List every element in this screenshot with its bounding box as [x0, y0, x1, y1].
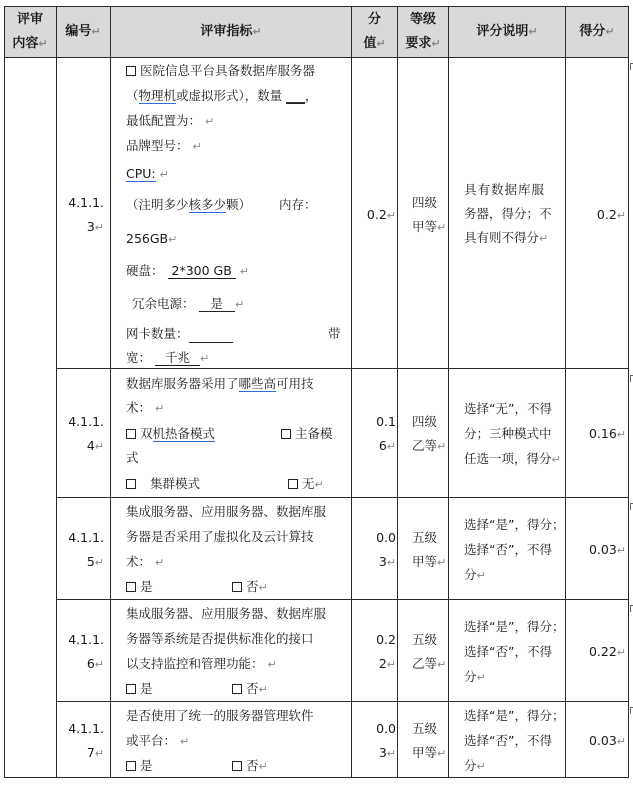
- row-id: 3↵: [86, 219, 104, 234]
- score-desc: 选择“否”，不得: [464, 733, 552, 748]
- row-id: 4.1.1.: [68, 414, 104, 429]
- header-desc: 评分说明↵: [476, 24, 538, 39]
- score-value: 0.2: [376, 632, 396, 647]
- grid-line: [56, 368, 629, 369]
- grid-line: [565, 6, 566, 778]
- row-id: 4.1.1.: [68, 530, 104, 545]
- checkbox-icon: [288, 479, 298, 489]
- indicator-line: 256GB↵: [126, 231, 178, 246]
- score-desc: 分↵: [464, 669, 486, 684]
- score-desc: 分；三种模式中: [464, 426, 552, 441]
- indicator-option: 是: [126, 758, 153, 774]
- score-desc: 分↵: [464, 758, 486, 773]
- indicator-option: 否↵: [232, 579, 268, 596]
- grid-line: [397, 6, 398, 778]
- row-id: 4↵: [86, 438, 104, 453]
- level-value: 五级: [412, 721, 438, 736]
- row-id: 6↵: [86, 656, 104, 671]
- checkbox-icon: [281, 429, 291, 439]
- score-value: 0.0: [376, 721, 396, 736]
- score-value: 0.1: [376, 414, 396, 429]
- score-value: 0.2↵: [366, 207, 396, 222]
- row-id: 7↵: [86, 745, 104, 760]
- indicator-option: 无↵: [288, 476, 324, 493]
- level-value: 乙等↵: [412, 656, 447, 671]
- indicator-line: 务器是否采用了虚拟化及云计算技: [126, 529, 314, 544]
- indicator-line: 冗余电源： 是 ↵: [132, 296, 245, 311]
- level-value: 甲等↵: [412, 745, 447, 760]
- indicator-option: 主备模: [281, 426, 333, 442]
- header-indicator: 评审指标↵: [200, 24, 262, 39]
- indicator-line: 或平台： ↵: [126, 733, 190, 748]
- score-desc: 选择“无”，不得: [464, 401, 552, 416]
- score-desc: 选择“否”，不得: [464, 542, 552, 557]
- score-value: 3↵: [378, 554, 396, 569]
- indicator-line: 网卡数量：: [126, 326, 233, 343]
- indicator-line: 集成服务器、应用服务器、数据库服: [126, 606, 327, 621]
- grid-line: [56, 497, 629, 498]
- row-id: 4.1.1.: [68, 195, 104, 210]
- header-score: 值↵: [363, 36, 386, 51]
- score-desc: 具有则不得分↵: [464, 230, 549, 245]
- got-value: 0.03↵: [588, 733, 626, 748]
- indicator-line: 集成服务器、应用服务器、数据库服: [126, 504, 327, 519]
- indicator-line: 医院信息平台具备数据库服务器: [126, 63, 315, 79]
- checkbox-icon: [126, 684, 136, 694]
- indicator-line: 宽： 千兆 ↵: [126, 350, 210, 365]
- checkbox-icon: [232, 582, 242, 592]
- checkbox-icon: [126, 582, 136, 592]
- checkbox-icon: [126, 66, 136, 76]
- row-id: 4.1.1.: [68, 632, 104, 647]
- score-desc: 务器，得分；不: [464, 206, 552, 221]
- level-value: 四级: [412, 195, 438, 210]
- indicator-line: 术： ↵: [126, 554, 165, 569]
- score-value: 6↵: [378, 438, 396, 453]
- grid-line: [56, 701, 629, 702]
- level-value: 五级: [412, 632, 438, 647]
- level-value: 乙等↵: [412, 438, 447, 453]
- grid-line: [4, 6, 629, 7]
- indicator-line: 术： ↵: [126, 400, 165, 415]
- header-level: 等级: [409, 12, 436, 27]
- indicator-option: 否↵: [232, 758, 268, 775]
- grid-line: [351, 6, 352, 778]
- score-desc: 选择“否”，不得: [464, 644, 552, 659]
- grid-line: [56, 6, 57, 778]
- checkbox-icon: [232, 761, 242, 771]
- indicator-line: 带: [328, 326, 341, 341]
- got-value: 0.03↵: [588, 542, 626, 557]
- level-value: 甲等↵: [412, 554, 447, 569]
- score-desc: 分↵: [464, 567, 486, 582]
- got-value: 0.16↵: [588, 426, 626, 441]
- indicator-option: 双机热备模式: [126, 426, 215, 442]
- row-id: 4.1.1.: [68, 721, 104, 736]
- got-value: 0.2↵: [596, 207, 626, 222]
- got-value: 0.22↵: [588, 644, 626, 659]
- score-desc: 任选一项，得分↵: [464, 451, 561, 466]
- row-id: 5↵: [86, 554, 104, 569]
- indicator-option: 是: [126, 681, 153, 697]
- grid-line: [56, 599, 629, 600]
- header-level: 要求↵: [405, 36, 441, 51]
- indicator-line: 务器等系统是否提供标准化的接口: [126, 631, 314, 646]
- indicator-option: 否↵: [232, 681, 268, 698]
- indicator-line: 硬盘： 2*300 GB ↵: [126, 263, 249, 278]
- grid-line: [4, 777, 629, 778]
- indicator-line: （注明多少核多少颗） 内存：: [126, 197, 317, 212]
- score-desc: 具有数据库服: [464, 182, 546, 197]
- level-value: 四级: [412, 414, 438, 429]
- grid-line: [628, 6, 629, 778]
- header-got: 得分↵: [579, 24, 615, 39]
- level-value: 甲等↵: [412, 219, 447, 234]
- level-value: 五级: [412, 530, 438, 545]
- header-score: 分: [367, 12, 381, 27]
- indicator-line: （物理机或虚拟形式），数量 ___，: [126, 88, 318, 103]
- score-value: 0.0: [376, 530, 396, 545]
- score-desc: 选择“是”，得分；: [464, 708, 565, 723]
- indicator-line: 数据库服务器采用了哪些高可用技: [126, 376, 314, 391]
- grid-line: [110, 6, 111, 778]
- indicator-line: 最低配置为： ↵: [126, 113, 215, 128]
- indicator-option: 集群模式: [126, 476, 200, 492]
- indicator-option: 是: [126, 579, 153, 595]
- indicator-line: 以支持监控和管理功能： ↵: [126, 656, 277, 671]
- indicator-line: 品牌型号： ↵: [126, 138, 202, 153]
- checkbox-icon: [126, 479, 136, 489]
- checkbox-icon: [126, 429, 136, 439]
- checkbox-icon: [126, 761, 136, 771]
- header-review-content: 内容↵: [12, 36, 48, 51]
- grid-line: [4, 57, 629, 58]
- grid-line: [4, 6, 5, 778]
- checkbox-icon: [232, 684, 242, 694]
- indicator-line: 式: [126, 450, 139, 465]
- grid-line: [448, 6, 449, 778]
- header-id: 编号↵: [65, 24, 101, 39]
- score-value: 3↵: [378, 745, 396, 760]
- score-desc: 选择“是”，得分；: [464, 619, 565, 634]
- score-value: 2↵: [378, 656, 396, 671]
- header-review-content: 评审: [16, 12, 43, 27]
- indicator-line: CPU: ↵: [126, 166, 169, 181]
- score-desc: 选择“是”，得分；: [464, 517, 565, 532]
- indicator-line: 是否使用了统一的服务器管理软件: [126, 708, 314, 723]
